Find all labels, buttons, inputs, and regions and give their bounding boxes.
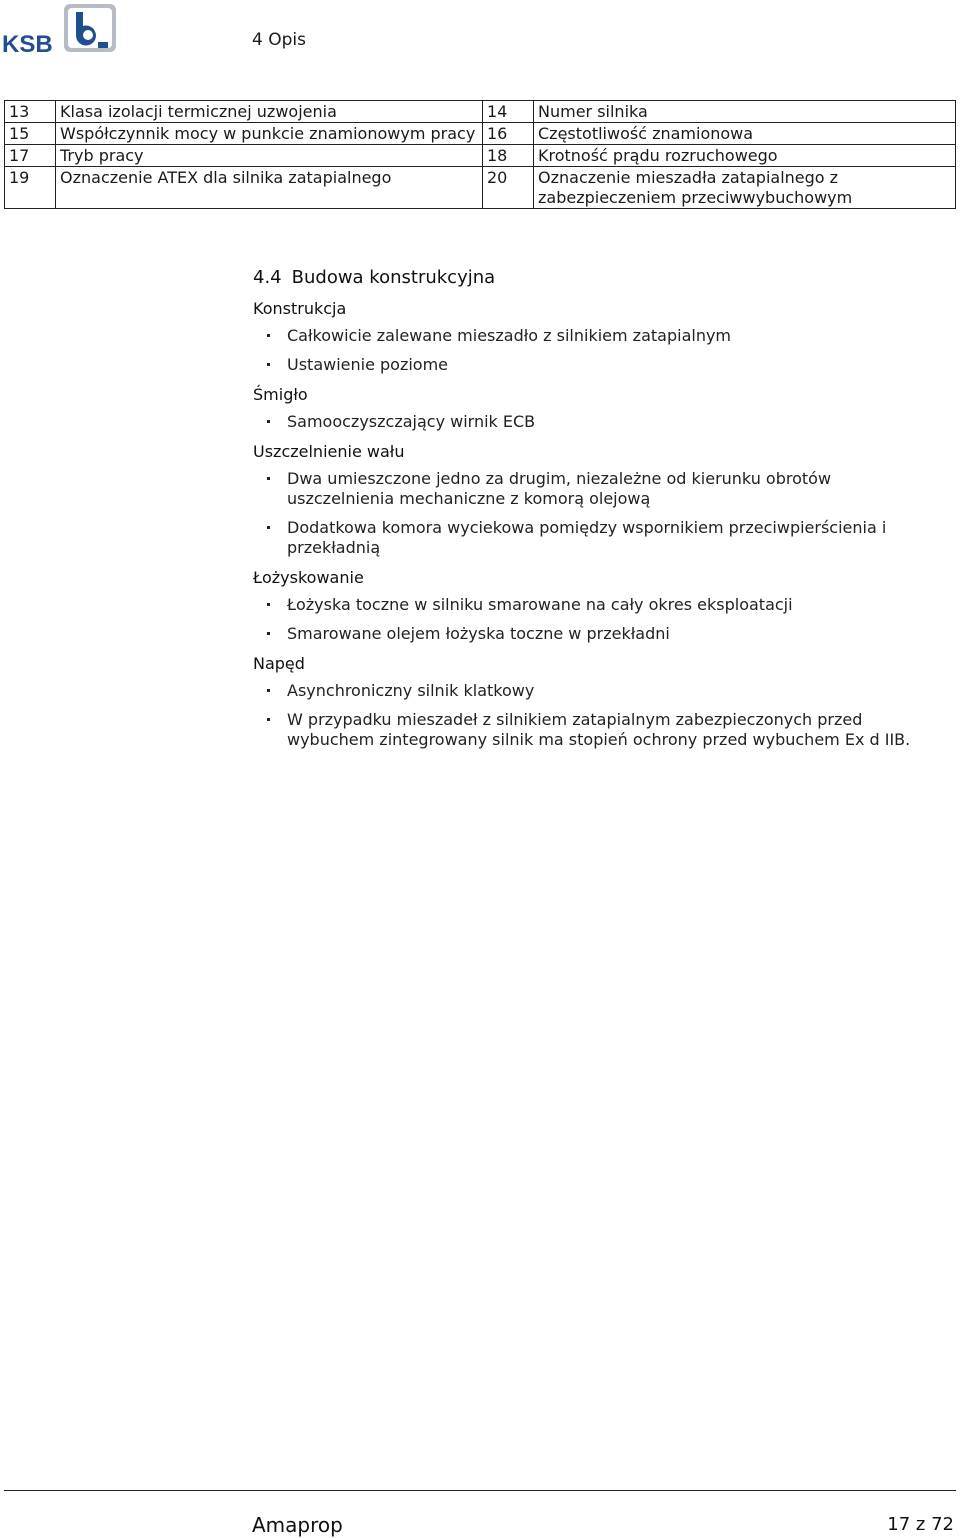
legend-number: 15 [5, 123, 56, 145]
bullet-icon [267, 603, 270, 606]
section-number: 4.4 [253, 267, 282, 288]
list-item [253, 710, 943, 750]
list-item [253, 518, 943, 558]
legend-text: Oznaczenie mieszadła zatapialnego z zabezpieczeniem przeciwwybuchowym [534, 167, 956, 209]
list-item-text: Dwa umieszczone jedno za drugim, niezależne od kierunku obrotów uszczelnienia mechaniczne z komorą olejową [287, 469, 832, 508]
list-item [253, 681, 943, 701]
list-item [253, 412, 943, 432]
section-content [253, 264, 943, 759]
table-row [5, 101, 956, 123]
chapter-title: 4 Opis [252, 30, 306, 50]
legend-number: 14 [483, 101, 534, 123]
bullet-icon [267, 363, 270, 366]
legend-text: Współczynnik mocy w punkcie znamionowym pracy [56, 123, 483, 145]
legend-table [4, 100, 956, 209]
list-item-text: Smarowane olejem łożyska toczne w przekładni [287, 624, 670, 643]
list-item [253, 624, 943, 644]
legend-text: Krotność prądu rozruchowego [534, 145, 956, 167]
footer-page-number: 17 z 72 [887, 1514, 954, 1535]
legend-number: 20 [483, 167, 534, 209]
legend-text: Numer silnika [534, 101, 956, 123]
list-item [253, 326, 943, 346]
bullet-list [253, 681, 943, 750]
legend-number: 16 [483, 123, 534, 145]
list-item-text: W przypadku mieszadeł z silnikiem zatapialnym zabezpieczonych przed wybuchem zintegrowany silnik ma stopień ochrony przed wybuchem Ex d IIB. [287, 710, 911, 749]
section-heading [253, 264, 943, 292]
bullet-icon [267, 526, 270, 529]
list-item-text: Asynchroniczny silnik klatkowy [287, 681, 535, 700]
bullet-icon [267, 718, 270, 721]
legend-number: 17 [5, 145, 56, 167]
bullet-list [253, 412, 943, 432]
list-item [253, 469, 943, 509]
table-row [5, 145, 956, 167]
legend-text: Oznaczenie ATEX dla silnika zatapialnego [56, 167, 483, 209]
legend-text: Częstotliwość znamionowa [534, 123, 956, 145]
bullet-list [253, 469, 943, 558]
bullet-icon [267, 334, 270, 337]
bullet-list [253, 326, 943, 375]
bullet-icon [267, 689, 270, 692]
legend-text: Klasa izolacji termicznej uzwojenia [56, 101, 483, 123]
list-item-text: Łożyska toczne w silniku smarowane na cały okres eksploatacji [287, 595, 793, 614]
subsection-heading: Łożyskowanie [253, 568, 364, 587]
bullet-icon [267, 477, 270, 480]
footer-divider [4, 1490, 956, 1491]
subsection-heading: Konstrukcja [253, 299, 347, 318]
list-item-text: Dodatkowa komora wyciekowa pomiędzy wspornikiem przeciwpierścienia i przekładnią [287, 518, 887, 557]
bullet-list [253, 595, 943, 644]
list-item-text: Całkowicie zalewane mieszadło z silnikiem zatapialnym [287, 326, 732, 345]
legend-number: 18 [483, 145, 534, 167]
section-title: Budowa konstrukcyjna [291, 267, 496, 288]
logo-text: KSB [2, 31, 53, 54]
subsection-heading: Napęd [253, 654, 305, 673]
legend-number: 13 [5, 101, 56, 123]
list-item-text: Samooczyszczający wirnik ECB [287, 412, 536, 431]
list-item-text: Ustawienie poziome [287, 355, 449, 374]
footer-document-title: Amaprop [252, 1513, 343, 1537]
legend-number: 19 [5, 167, 56, 209]
subsection-heading: Śmigło [253, 385, 308, 404]
legend-text: Tryb pracy [56, 145, 483, 167]
bullet-icon [267, 632, 270, 635]
table-row [5, 123, 956, 145]
ksb-logo [2, 2, 118, 54]
subsection-heading: Uszczelnienie wału [253, 442, 405, 461]
bullet-icon [267, 420, 270, 423]
list-item [253, 595, 943, 615]
list-item [253, 355, 943, 375]
table-row [5, 167, 956, 209]
